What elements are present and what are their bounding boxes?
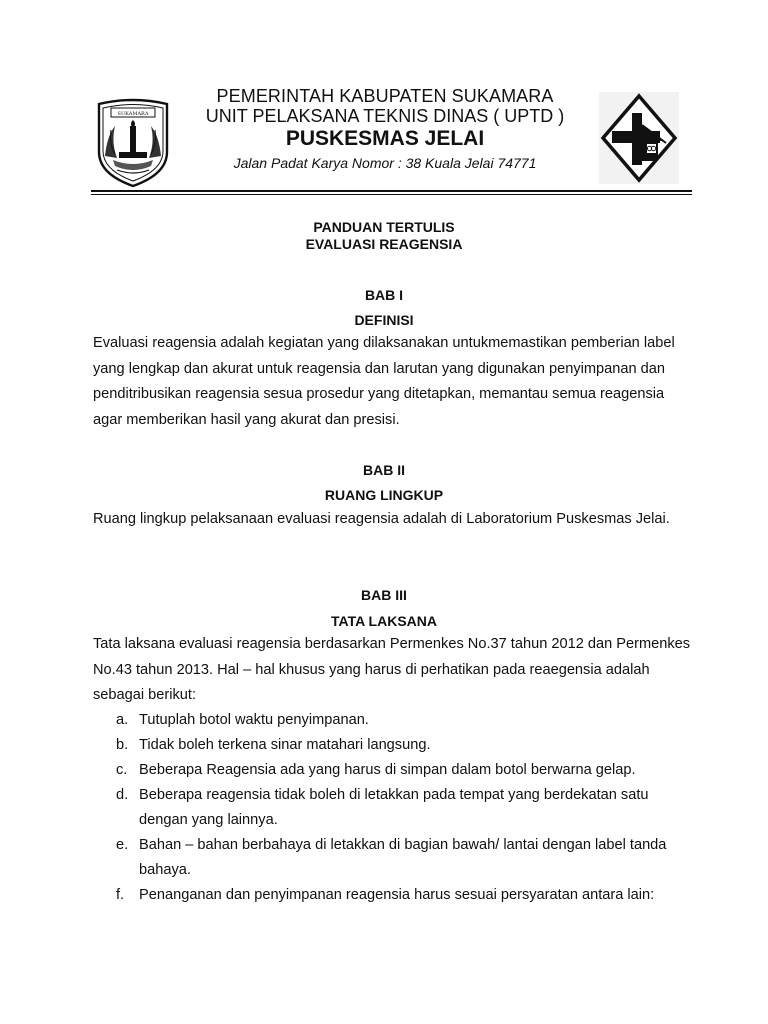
chapter-label: BAB I xyxy=(364,287,404,303)
list-item xyxy=(93,708,693,733)
list-item-text: Tidak boleh terkena sinar matahari langsung. xyxy=(139,737,431,753)
chapter-paragraph: Tata laksana evaluasi reagensia berdasarkan Permenkes No.37 tahun 2012 dan Permenkes No.43 tahun 2013. Hal – hal khusus yang harus di perhatikan pada reaegensia adalah sebagai berikut: xyxy=(93,636,691,703)
chapter-label: BAB II xyxy=(363,462,405,478)
list-item xyxy=(93,733,693,758)
list-item-text: Tutuplah botol waktu penyimpanan. xyxy=(139,712,369,728)
kabupaten-emblem-icon xyxy=(93,96,173,188)
list-marker: c. xyxy=(116,762,128,778)
chapter-paragraph: Ruang lingkup pelaksanaan evaluasi reagensia adalah di Laboratorium Puskesmas Jelai. xyxy=(93,511,670,527)
list-marker: d. xyxy=(116,787,129,803)
government-name: PEMERINTAH KABUPATEN SUKAMARA xyxy=(216,86,554,106)
letterhead xyxy=(180,86,590,173)
list-item xyxy=(93,883,693,908)
list-item-text: Penanganan dan penyimpanan reagensia harus sesuai persyaratan antara lain: xyxy=(139,887,655,903)
header-rule xyxy=(91,190,692,192)
puskesmas-logo-icon xyxy=(598,91,680,185)
list-marker: a. xyxy=(116,712,129,728)
address: Jalan Padat Karya Nomor : 38 Kuala Jelai 74771 xyxy=(233,155,537,171)
list-item xyxy=(93,758,693,783)
institution-name: PUSKESMAS JELAI xyxy=(285,127,485,150)
emblem-text: SUKAMARA xyxy=(117,111,149,117)
chapter-heading: RUANG LINGKUP xyxy=(324,487,444,503)
list-item xyxy=(93,783,693,833)
list-marker: e. xyxy=(116,837,129,853)
document-subtitle: EVALUASI REAGENSIA xyxy=(305,236,463,252)
document-title: PANDUAN TERTULIS xyxy=(313,219,455,235)
list-item-text: Beberapa Reagensia ada yang harus di simpan dalam botol berwarna gelap. xyxy=(139,762,636,778)
list-item-text: Bahan – bahan berbahaya di letakkan di bagian bawah/ lantai dengan label tanda bahaya. xyxy=(139,837,667,878)
procedure-list xyxy=(93,708,693,908)
list-item xyxy=(93,833,693,883)
list-item-text: Beberapa reagensia tidak boleh di letakkan pada tempat yang berdekatan satu dengan yang lainnya. xyxy=(139,787,649,828)
chapter-paragraph: Evaluasi reagensia adalah kegiatan yang dilaksanakan untukmemastikan pemberian label yang lengkap dan akurat untuk reagensia dan larutan yang digunakan penyimpanan dan penditribusikan reagensia sesua prosedur yang ditetapkan, memantau semua reagensia agar memberikan hasil yang akurat dan presisi. xyxy=(93,335,675,428)
header-rule-thin xyxy=(91,194,692,195)
unit-name: UNIT PELAKSANA TEKNIS DINAS ( UPTD ) xyxy=(205,106,565,126)
chapter-heading: TATA LAKSANA xyxy=(330,613,438,629)
chapter-heading: DEFINISI xyxy=(354,312,414,328)
list-marker: b. xyxy=(116,737,129,753)
chapter-label: BAB III xyxy=(361,587,407,603)
list-marker: f. xyxy=(116,887,125,903)
